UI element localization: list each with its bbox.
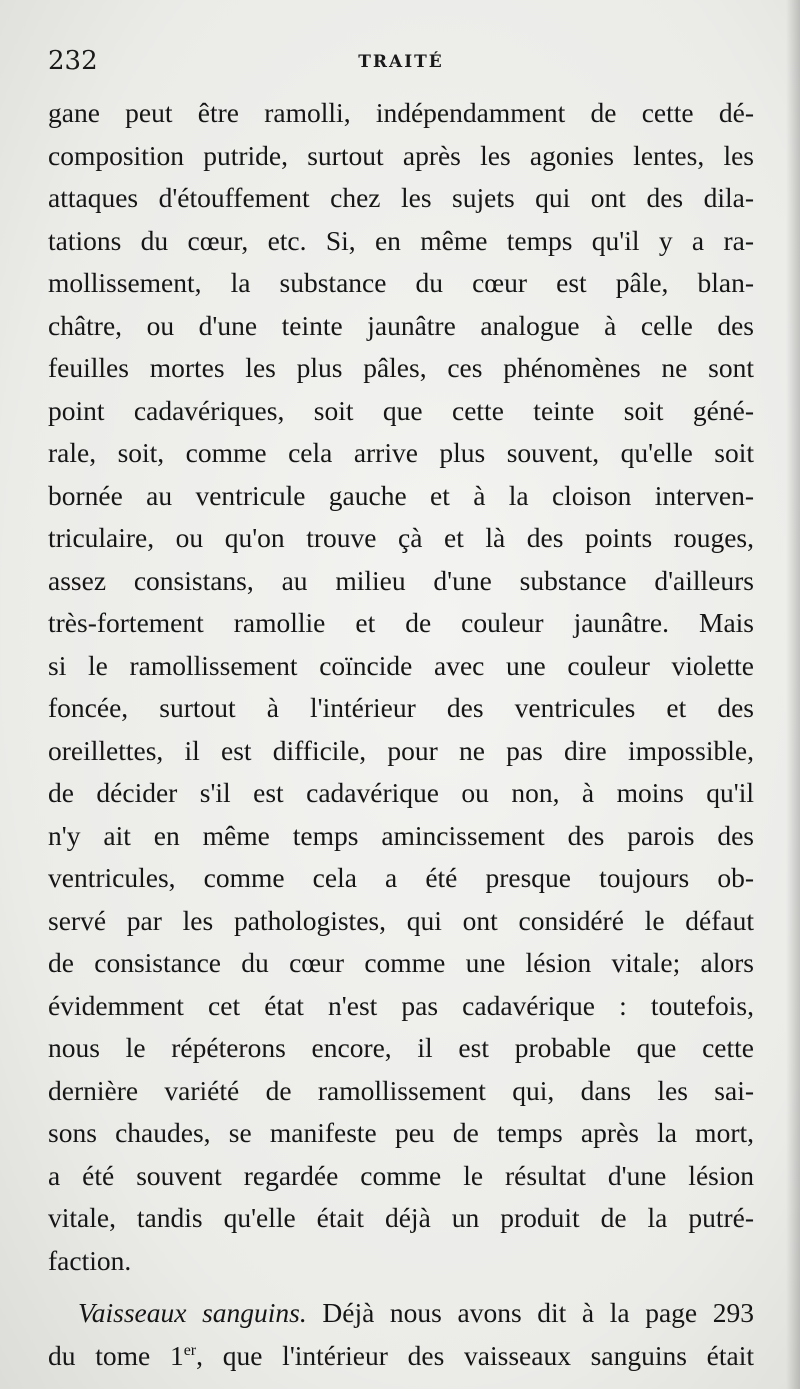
text-line: faction. (48, 1244, 132, 1276)
page-header (48, 44, 754, 80)
text-line: sons chaudes, se manifeste peu de temps après la mort, (48, 1117, 754, 1148)
text-line: rale, soit, comme cela arrive plus souvent, qu'elle soit (48, 437, 754, 468)
text-line: mollissement, la substance du cœur est pâle, blan- (48, 267, 754, 298)
text-line: n'y ait en même temps amincissement des parois des (48, 819, 754, 851)
text-line: vitale, tandis qu'elle était déjà un produit de la putré- (48, 1202, 754, 1233)
text-line: de décider s'il est cadavérique ou non, à moins qu'il (48, 777, 754, 808)
text-line: triculaire, ou qu'on trouve çà et là des points rouges, (48, 522, 754, 553)
page-edge-shadow (786, 0, 800, 1389)
text-line: de consistance du cœur comme une lésion vitale; alors (48, 947, 754, 978)
paragraph-ramollissement (48, 92, 754, 1282)
text-line: bornée au ventricule gauche et à la cloison interven- (48, 479, 754, 511)
page-number: 232 (48, 46, 98, 76)
text-line: tations du cœur, etc. Si, en même temps qu'il y a ra- (48, 224, 754, 256)
text-line: gane peut être ramolli, indépendamment de cette dé- (48, 97, 754, 128)
text-line: feuilles mortes les plus pâles, ces phénomènes ne sont (48, 352, 754, 383)
text-span: , que l'intérieur des vaisseaux sanguins était (196, 1339, 754, 1371)
text-line: foncée, surtout à l'intérieur des ventricules et des (48, 692, 754, 723)
text-line (48, 1292, 754, 1335)
text-line: composition putride, surtout après les agonies lentes, les (48, 139, 754, 171)
text-line: dernière variété de ramollissement qui, dans les sai- (48, 1074, 754, 1106)
body-text (48, 92, 754, 1377)
text-line: très-fortement ramollie et de couleur jaunâtre. Mais (48, 607, 754, 638)
text-line: si le ramollissement coïncide avec une couleur violette (48, 649, 754, 681)
text-line: ventricules, comme cela a été presque toujours ob- (48, 862, 754, 893)
text-line (48, 1335, 754, 1378)
text-line: servé par les pathologistes, qui ont considéré le défaut (48, 904, 754, 936)
superscript: er (183, 1341, 197, 1359)
text-line: assez consistans, au milieu d'une substance d'ailleurs (48, 564, 754, 596)
text-line: châtre, ou d'une teinte jaunâtre analogue à celle des (48, 309, 754, 341)
text-line: point cadavériques, soit que cette teinte soit géné- (48, 394, 754, 426)
text-line: évidemment cet état n'est pas cadavérique : toutefois, (48, 989, 754, 1021)
text-line: a été souvent regardée comme le résultat d'une lésion (48, 1159, 754, 1191)
text-span: du tome 1 (48, 1339, 184, 1371)
text-line: nous le répéterons encore, il est probable que cette (48, 1032, 754, 1063)
text-line: attaques d'étouffement chez les sujets qui ont des dila- (48, 182, 754, 213)
text-span: Déjà nous avons dit à la page 293 (306, 1297, 755, 1328)
section-heading: Vaisseaux sanguins. (78, 1297, 307, 1328)
running-head: TRAITÉ (358, 52, 444, 72)
paragraph-vaisseaux-sanguins (48, 1292, 754, 1377)
text-line: oreillettes, il est difficile, pour ne pas dire impossible, (48, 734, 754, 766)
